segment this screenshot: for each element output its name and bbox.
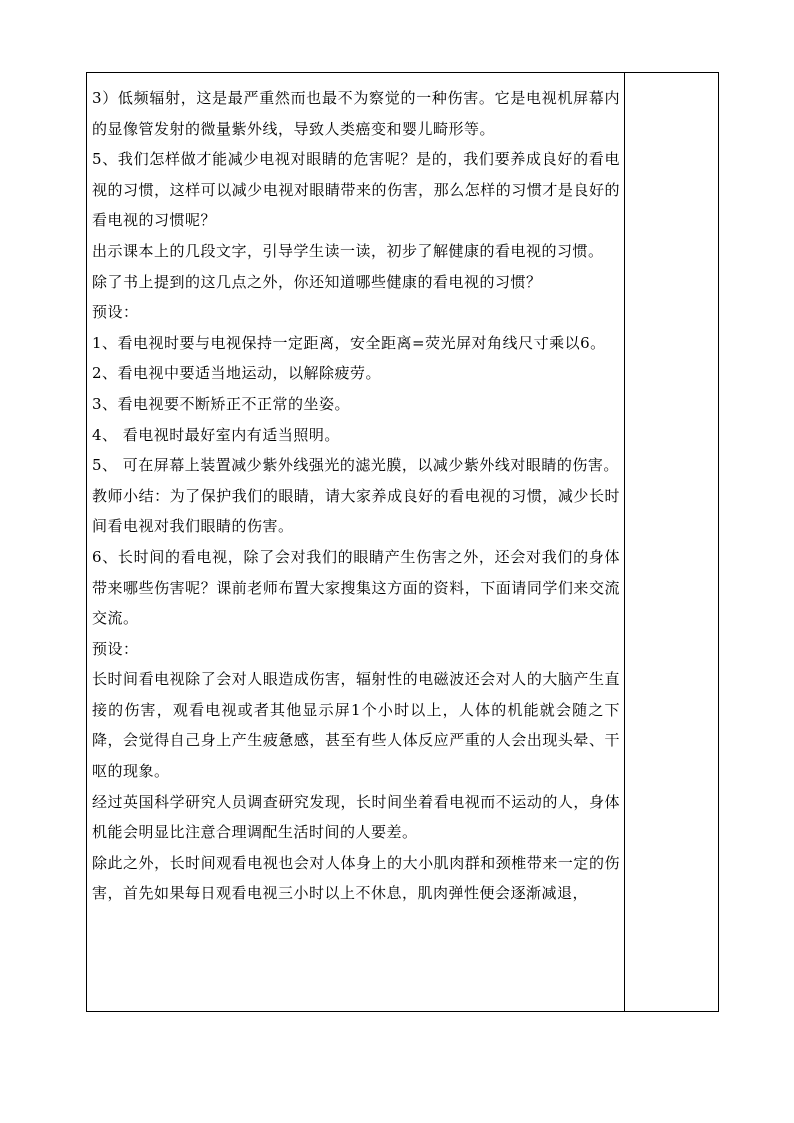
paragraph-question-5: 5、我们怎样做才能减少电视对眼睛的危害呢？是的，我们要养成良好的看电视的习惯，这样可以减少电视对眼睛带来的伤害，那么怎样的习惯才是良好的看电视的习惯呢？	[92, 150, 620, 230]
paragraph-other-habits: 除了书上提到的这几点之外，你还知道哪些健康的看电视的习惯？	[92, 272, 542, 291]
paragraph-low-frequency-radiation: 3）低频辐射，这是最严重然而也最不为察觉的一种伤害。它是电视机屏幕内的显像管发射的微量紫外线，导致人类癌变和婴儿畸形等。	[92, 89, 620, 138]
paragraph-preset-1: 预设：	[92, 303, 139, 322]
list-item-4: 4、 看电视时最好室内有适当照明。	[92, 425, 340, 444]
paragraph-show-textbook: 出示课本上的几段文字，引导学生读一读，初步了解健康的看电视的习惯。	[92, 241, 604, 260]
list-item-5: 5、 可在屏幕上装置减少紫外线强光的滤光膜，以减少紫外线对眼睛的伤害。	[92, 456, 619, 475]
side-notes-cell	[625, 73, 718, 1011]
paragraph-brain-harm: 长时间看电视除了会对人眼造成伤害，辐射性的电磁波还会对人的大脑产生直接的伤害，观看电视或者其他显示屏1个小时以上，人体的机能就会随之下降，会觉得自己身上产生疲惫感，甚至有些人体反应严重的人会出现头晕、干呕的现象。	[92, 670, 620, 781]
paragraph-muscle-harm: 除此之外，长时间观看电视也会对人体身上的大小肌肉群和颈椎带来一定的伤害，首先如果每日观看电视三小时以上不休息，肌肉弹性便会逐渐减退，	[92, 853, 620, 903]
paragraph-uk-research: 经过英国科学研究人员调查研究发现，长时间坐着看电视而不运动的人，身体机能会明显比注意合理调配生活时间的人要差。	[92, 792, 620, 842]
list-item-1: 1、看电视时要与电视保持一定距离，安全距离=荧光屏对角线尺寸乘以6。	[92, 333, 606, 352]
paragraph-preset-2: 预设：	[92, 639, 139, 658]
lesson-table	[86, 72, 719, 1012]
list-item-2: 2、看电视中要适当地运动，以解除疲劳。	[92, 364, 382, 383]
list-item-3: 3、看电视要不断矫正不正常的坐姿。	[92, 394, 351, 413]
paragraph-question-6: 6、长时间的看电视，除了会对我们的眼睛产生伤害之外，还会对我们的身体带来哪些伤害呢？课前老师布置大家搜集这方面的资料，下面请同学们来交流交流。	[92, 547, 620, 628]
paragraph-teacher-summary: 教师小结：为了保护我们的眼睛，请大家养成良好的看电视的习惯，减少长时间看电视对我们眼睛的伤害。	[92, 486, 620, 536]
content-cell	[87, 73, 625, 1011]
